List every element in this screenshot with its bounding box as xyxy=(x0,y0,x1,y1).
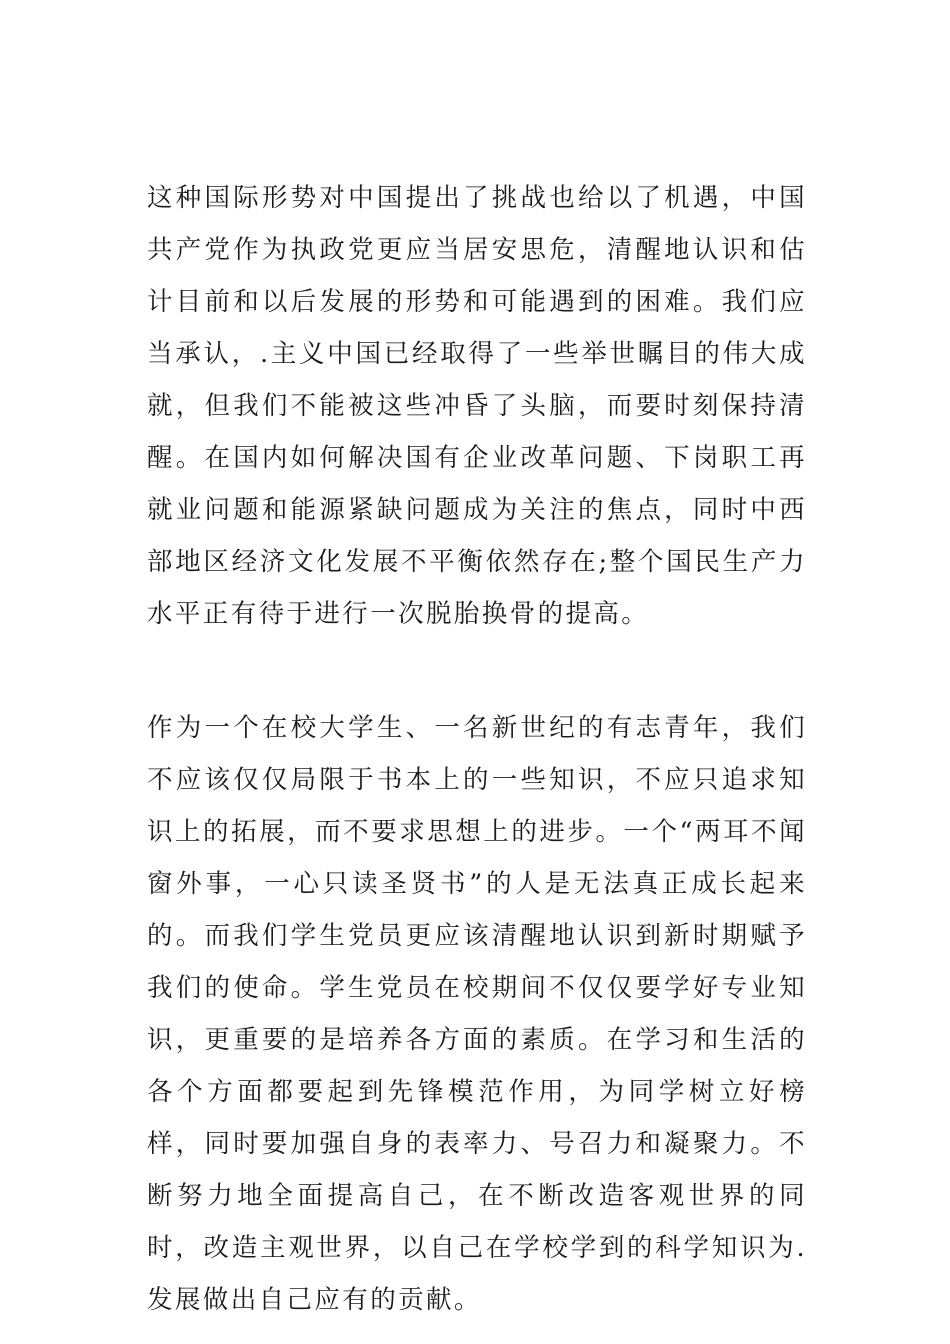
paragraph-1: 这种国际形势对中国提出了挑战也给以了机遇，中国共产党作为执政党更应当居安思危，清醒地认识和估计目前和以后发展的形势和可能遇到的困难。我们应当承认，.主义中国已经取得了一些举世瞩目的伟大成就，但我们不能被这些冲昏了头脑，而要时刻保持清醒。在国内如何解决国有企业改革问题、下岗职工再就业问题和能源紧缺问题成为关注的焦点，同时中西部地区经济文化发展不平衡依然存在;整个国民生产力水平正有待于进行一次脱胎换骨的提高。 xyxy=(147,183,807,629)
paragraph-2: 作为一个在校大学生、一名新世纪的有志青年，我们不应该仅仅局限于书本上的一些知识，不应只追求知识上的拓展，而不要求思想上的进步。一个“两耳不闻窗外事，一心只读圣贤书”的人是无法真正成长起来的。而我们学生党员更应该清醒地认识到新时期赋予我们的使命。学生党员在校期间不仅仅要学好专业知识，更重要的是培养各方面的素质。在学习和生活的各个方面都要起到先锋模范作用，为同学树立好榜样，同时要加强自身的表率力、号召力和凝聚力。不断努力地全面提高自己，在不断改造客观世界的同时，改造主观世界，以自己在学校学到的科学知识为.发展做出自己应有的贡献。 xyxy=(147,713,807,1315)
